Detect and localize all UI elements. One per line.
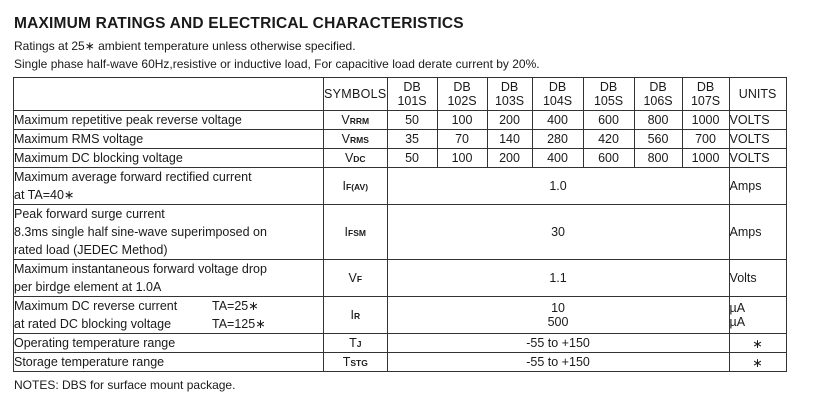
- cell-value: 200: [487, 111, 532, 130]
- cell-value: 800: [634, 111, 682, 130]
- row-symbol: VDC: [324, 149, 388, 168]
- row-unit: ∗: [729, 353, 786, 372]
- row-description: Maximum DC reverse current TA=25∗ at rated DC blocking voltage TA=125∗: [14, 297, 324, 334]
- table-row: [14, 205, 787, 260]
- cell-value: 400: [532, 149, 583, 168]
- table-row: [14, 168, 787, 205]
- cell-value: 1000: [682, 111, 729, 130]
- cell-value: 70: [437, 130, 487, 149]
- row-symbol: VRRM: [324, 111, 388, 130]
- cell-value: 50: [387, 149, 437, 168]
- row-unit: Amps: [729, 205, 786, 260]
- cell-value: 1000: [682, 149, 729, 168]
- cell-value: 560: [634, 130, 682, 149]
- cell-value: 200: [487, 149, 532, 168]
- row-unit: ∗: [729, 334, 786, 353]
- model-header: DB 102S: [437, 78, 487, 111]
- table-row: [14, 297, 787, 334]
- model-header: DB 101S: [387, 78, 437, 111]
- row-symbol: TSTG: [324, 353, 388, 372]
- ratings-note: Ratings at 25∗ ambient temperature unless otherwise specified.: [14, 39, 356, 53]
- cell-value: 35: [387, 130, 437, 149]
- cell-value: 50: [387, 111, 437, 130]
- table-row: [14, 130, 787, 149]
- row-unit: Volts: [729, 260, 786, 297]
- model-header: DB 104S: [532, 78, 583, 111]
- table-row: [14, 334, 787, 353]
- row-symbol: IR: [324, 297, 388, 334]
- cell-value: 10 500: [387, 297, 729, 334]
- model-header: DB 105S: [583, 78, 634, 111]
- load-note: Single phase half-wave 60Hz,resistive or inductive load, For capacitive load derate current by 20%.: [14, 57, 540, 71]
- row-unit: VOLTS: [729, 111, 786, 130]
- condition: TA=125∗: [212, 317, 266, 331]
- cell-value: 280: [532, 130, 583, 149]
- row-unit: VOLTS: [729, 149, 786, 168]
- row-symbol: VF: [324, 260, 388, 297]
- cell-value: -55 to +150: [387, 353, 729, 372]
- row-symbol: IFSM: [324, 205, 388, 260]
- model-header: DB 103S: [487, 78, 532, 111]
- cell-value: 1.1: [387, 260, 729, 297]
- cell-value: 1.0: [387, 168, 729, 205]
- cell-value: -55 to +150: [387, 334, 729, 353]
- header-blank: [14, 78, 324, 111]
- row-description: Maximum average forward rectified current at TA=40∗: [14, 168, 324, 205]
- model-header: DB 106S: [634, 78, 682, 111]
- cell-value: 800: [634, 149, 682, 168]
- ratings-table: [13, 77, 787, 372]
- footnote: NOTES: DBS for surface mount package.: [14, 378, 236, 392]
- row-description: Maximum repetitive peak reverse voltage: [14, 111, 324, 130]
- row-description: Maximum DC blocking voltage: [14, 149, 324, 168]
- table-row: [14, 260, 787, 297]
- cell-value: 600: [583, 111, 634, 130]
- cell-value: 420: [583, 130, 634, 149]
- cell-value: 100: [437, 111, 487, 130]
- cell-value: 400: [532, 111, 583, 130]
- table-header-row: [14, 78, 787, 111]
- condition: TA=25∗: [212, 299, 259, 313]
- cell-value: 140: [487, 130, 532, 149]
- row-unit: VOLTS: [729, 130, 786, 149]
- row-unit: Amps: [729, 168, 786, 205]
- row-description: Peak forward surge current 8.3ms single half sine-wave superimposed on rated load (JEDEC Method): [14, 205, 324, 260]
- row-symbol: TJ: [324, 334, 388, 353]
- page-title: MAXIMUM RATINGS AND ELECTRICAL CHARACTERISTICS: [14, 15, 464, 32]
- row-description: Maximum instantaneous forward voltage drop per birdge element at 1.0A: [14, 260, 324, 297]
- row-description: Operating temperature range: [14, 334, 324, 353]
- cell-value: 100: [437, 149, 487, 168]
- cell-value: 600: [583, 149, 634, 168]
- row-symbol: IF(AV): [324, 168, 388, 205]
- cell-value: 700: [682, 130, 729, 149]
- row-symbol: VRMS: [324, 130, 388, 149]
- row-description: Maximum RMS voltage: [14, 130, 324, 149]
- cell-value: 30: [387, 205, 729, 260]
- table-row: [14, 111, 787, 130]
- row-description: Storage temperature range: [14, 353, 324, 372]
- units-header: UNITS: [729, 78, 786, 111]
- symbols-header: SYMBOLS: [324, 78, 388, 111]
- model-header: DB 107S: [682, 78, 729, 111]
- table-row: [14, 149, 787, 168]
- row-unit: µA µA: [729, 297, 786, 334]
- table-row: [14, 353, 787, 372]
